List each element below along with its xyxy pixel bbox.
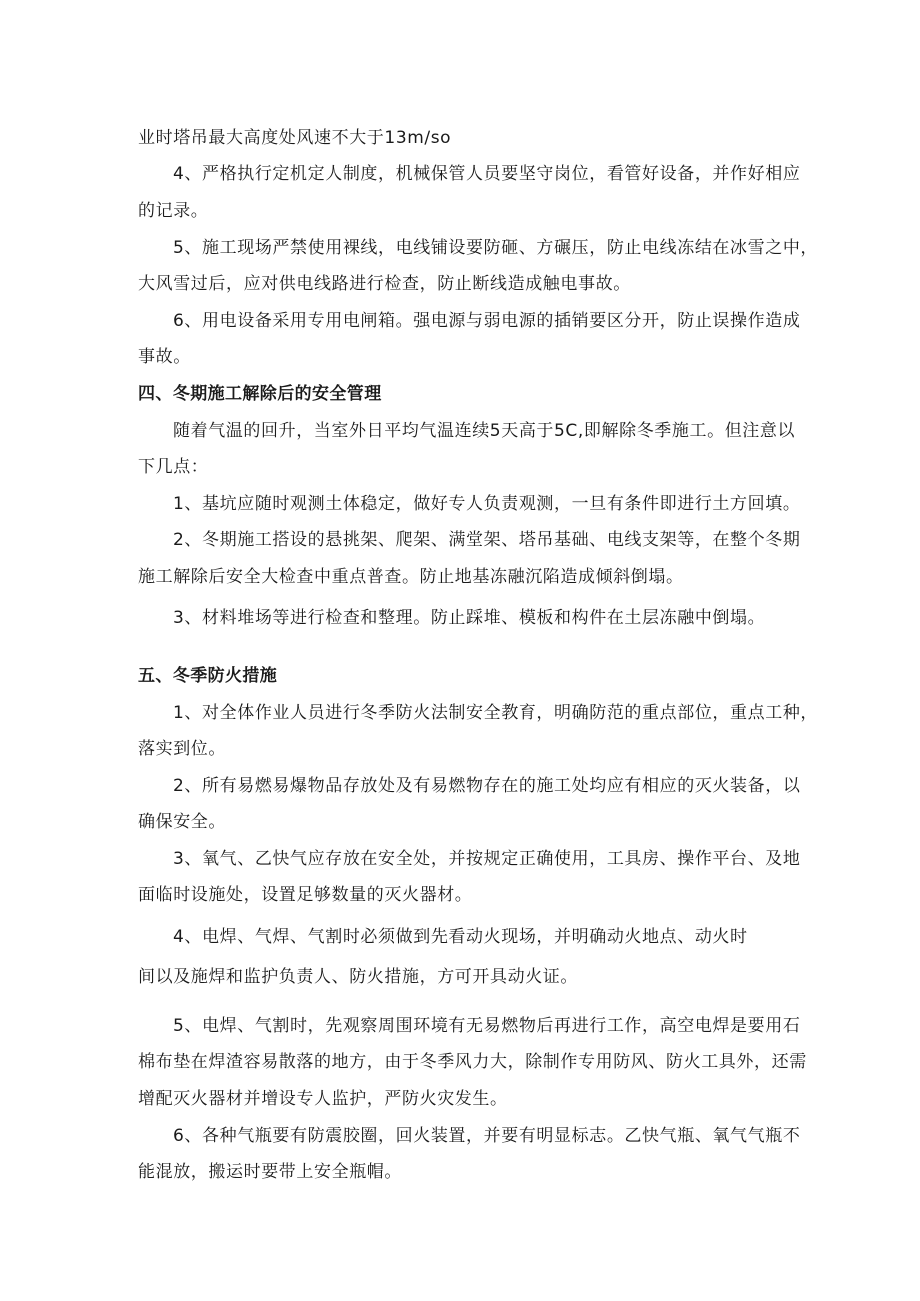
text-line: 棉布垫在焊渣容易散落的地方，由于冬季风力大，除制作专用防风、防火工具外，还需 <box>138 1052 807 1072</box>
text-line: 随着气温的回升，当室外日平均气温连续5天高于5C,即解除冬季施工。但注意以 <box>173 421 796 441</box>
text-line: 5、电焊、气割时，先观察周围环境有无易燃物后再进行工作，高空电焊是要用石 <box>173 1016 801 1036</box>
text-line: 下几点： <box>138 457 209 477</box>
text-line: 能混放，搬运时要带上安全瓶帽。 <box>138 1162 402 1182</box>
text-line: 5、施工现场严禁使用裸线，电线铺设要防砸、方碾压，防止电线冻结在冰雪之中， <box>173 238 819 258</box>
text-line: 2、所有易燃易爆物品存放处及有易燃物存在的施工处均应有相应的灭火装备，以 <box>173 776 801 796</box>
text-line: 事故。 <box>138 347 191 367</box>
text-line: 4、电焊、气焊、气割时必须做到先看动火现场，并明确动火地点、动火时 <box>173 927 748 947</box>
text-line: 施工解除后安全大检查中重点普查。防止地基冻融沉陷造成倾斜倒塌。 <box>138 567 684 587</box>
text-line: 1、基坑应随时观测土体稳定，做好专人负责观测，一旦有条件即进行土方回填。 <box>173 494 801 514</box>
text-line: 面临时设施处，设置足够数量的灭火器材。 <box>138 885 473 905</box>
text-line: 确保安全。 <box>138 812 226 832</box>
text-line: 落实到位。 <box>138 739 226 759</box>
text-line: 增配灭火器材并增设专人监护，严防火灾发生。 <box>138 1089 508 1109</box>
text-line: 间以及施焊和监护负责人、防火措施，方可开具动火证。 <box>138 967 578 987</box>
text-line: 的记录。 <box>138 201 209 221</box>
text-line: 2、冬期施工搭设的悬挑架、爬架、满堂架、塔吊基础、电线支架等，在整个冬期 <box>173 530 801 550</box>
section-heading: 四、冬期施工解除后的安全管理 <box>138 384 382 404</box>
text-line: 业时塔吊最大高度处风速不大于13m∕so <box>138 128 452 148</box>
text-line: 大风雪过后，应对供电线路进行检查，防止断线造成触电事故。 <box>138 274 631 294</box>
text-line: 6、各种气瓶要有防震胶圈，回火装置，并要有明显标志。乙快气瓶、氧气气瓶不 <box>173 1126 801 1146</box>
text-line: 3、氧气、乙快气应存放在安全处，并按规定正确使用，工具房、操作平台、及地 <box>173 849 801 869</box>
text-line: 6、用电设备采用专用电闸箱。强电源与弱电源的插销要区分开，防止误操作造成 <box>173 311 801 331</box>
section-heading: 五、冬季防火措施 <box>138 666 278 686</box>
text-line: 4、严格执行定机定人制度，机械保管人员要坚守岗位，看管好设备，并作好相应 <box>173 164 801 184</box>
text-line: 3、材料堆场等进行检查和整理。防止踩堆、模板和构件在土层冻融中倒塌。 <box>173 608 766 628</box>
text-line: 1、对全体作业人员进行冬季防火法制安全教育，明确防范的重点部位，重点工种， <box>173 703 819 723</box>
